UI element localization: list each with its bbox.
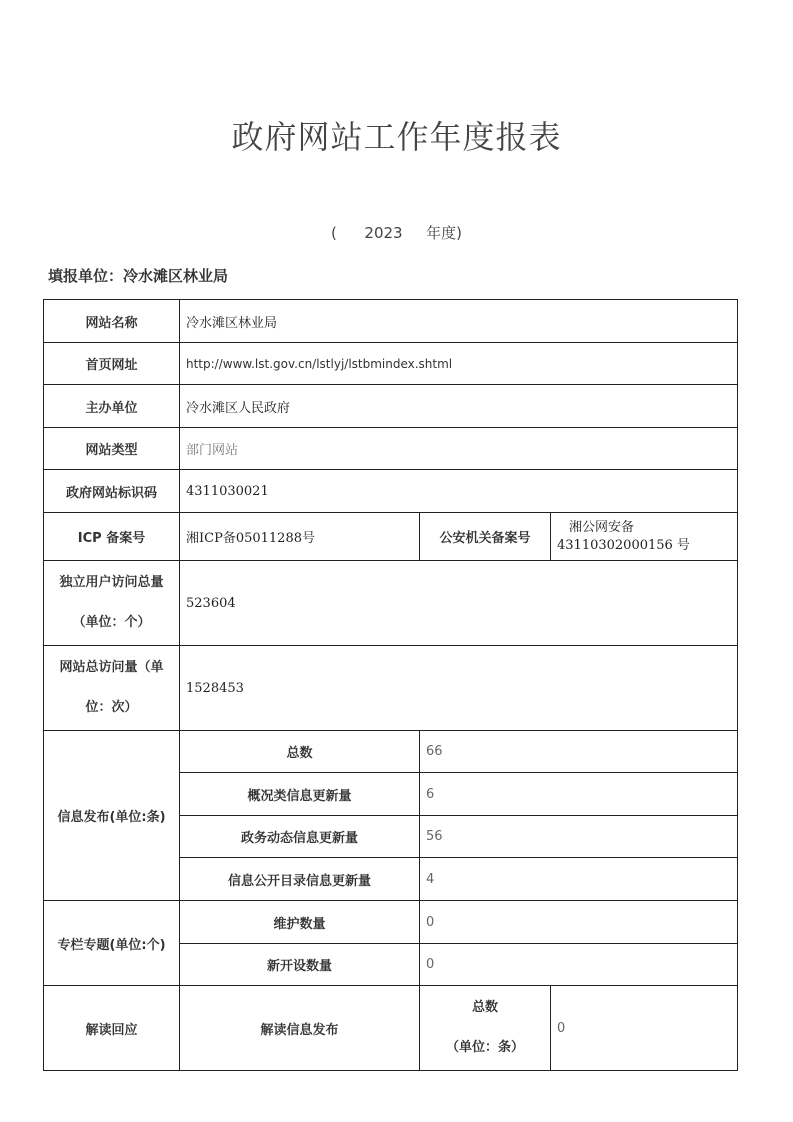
info-row-0	[44, 731, 738, 773]
site-type-label: 网站类型	[44, 428, 180, 470]
row-unique-visitors	[44, 561, 738, 646]
interpretation-total-line1: 总数	[471, 1000, 498, 1015]
unique-visitors-label-line2: （单位：个）	[72, 615, 151, 630]
interpretation-row	[44, 986, 738, 1071]
interpretation-value: 0	[551, 986, 738, 1071]
year-value: 2023	[364, 224, 403, 242]
total-visits-label-line2: 位：次）	[85, 700, 138, 715]
info-item-label-3: 信息公开目录信息更新量	[180, 858, 420, 901]
report-year	[0, 222, 793, 243]
homepage-label: 首页网址	[44, 343, 180, 385]
site-name-value: 冷水滩区林业局	[180, 300, 738, 343]
unique-visitors-value: 523604	[180, 561, 738, 646]
homepage-value: http://www.lst.gov.cn/lstlyj/lstbmindex.shtml	[180, 343, 738, 385]
row-icp	[44, 513, 738, 561]
police-value	[551, 513, 738, 561]
row-homepage	[44, 343, 738, 385]
interpretation-total-line2: （单位：条）	[445, 1040, 524, 1055]
interpretation-label: 解读回应	[44, 986, 180, 1071]
site-type-value: 部门网站	[180, 428, 738, 470]
info-item-value-1: 6	[420, 773, 738, 816]
columns-item-label-1: 新开设数量	[180, 944, 420, 986]
total-visits-value: 1528453	[180, 646, 738, 731]
site-name-label: 网站名称	[44, 300, 180, 343]
year-suffix: 年度)	[426, 224, 463, 242]
page-title: 政府网站工作年度报表	[231, 118, 562, 156]
interpretation-sub-label: 解读信息发布	[180, 986, 420, 1071]
row-sponsor	[44, 385, 738, 428]
columns-label: 专栏专题(单位:个)	[44, 901, 180, 986]
interpretation-total-label	[420, 986, 551, 1071]
row-site-code	[44, 470, 738, 513]
sponsor-label: 主办单位	[44, 385, 180, 428]
row-site-type	[44, 428, 738, 470]
columns-row-0	[44, 901, 738, 944]
columns-item-value-1: 0	[420, 944, 738, 986]
total-visits-label	[44, 646, 180, 731]
info-item-label-0: 总数	[180, 731, 420, 773]
icp-value: 湘ICP备05011288号	[180, 513, 420, 561]
year-open: (	[330, 224, 337, 242]
police-value-line1: 湘公网安备	[569, 519, 635, 535]
info-item-value-3: 4	[420, 858, 738, 901]
columns-item-value-0: 0	[420, 901, 738, 944]
info-release-label: 信息发布(单位:条)	[44, 731, 180, 901]
site-code-label: 政府网站标识码	[44, 470, 180, 513]
info-item-value-2: 56	[420, 816, 738, 858]
info-item-label-2: 政务动态信息更新量	[180, 816, 420, 858]
report-table	[43, 299, 738, 1071]
total-visits-label-line1: 网站总访问量（单	[59, 660, 164, 675]
row-site-name	[44, 300, 738, 343]
info-item-value-0: 66	[420, 731, 738, 773]
police-label: 公安机关备案号	[420, 513, 551, 561]
unique-visitors-label-line1: 独立用户访问总量	[59, 575, 164, 590]
police-value-line2: 43110302000156 号	[557, 537, 690, 553]
info-item-label-1: 概况类信息更新量	[180, 773, 420, 816]
sponsor-value: 冷水滩区人民政府	[180, 385, 738, 428]
row-total-visits	[44, 646, 738, 731]
fill-unit: 填报单位：冷水滩区林业局	[48, 267, 229, 285]
columns-item-label-0: 维护数量	[180, 901, 420, 944]
icp-label: ICP 备案号	[44, 513, 180, 561]
site-code-value: 4311030021	[180, 470, 738, 513]
unique-visitors-label	[44, 561, 180, 646]
